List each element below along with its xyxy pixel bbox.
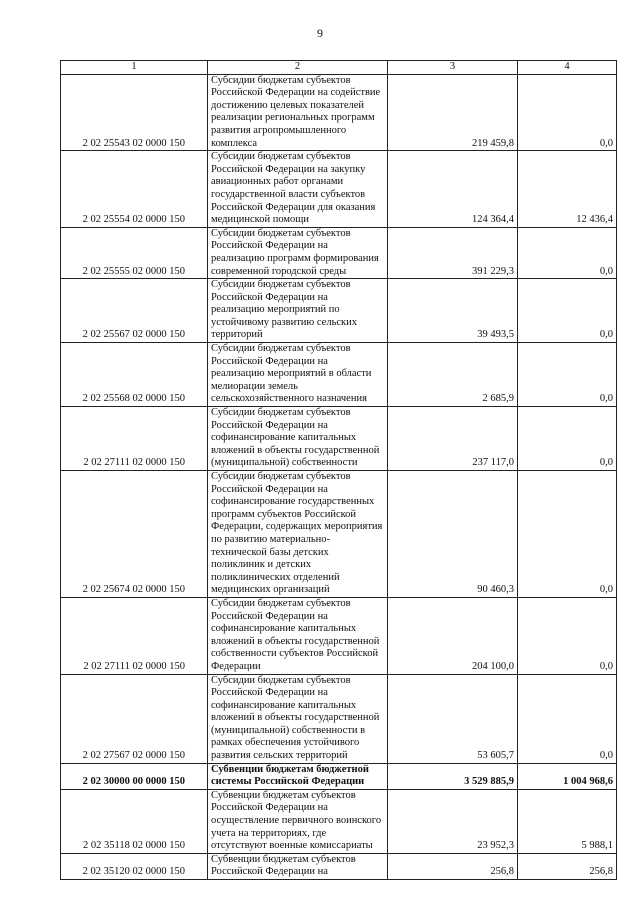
table-row [61,227,617,278]
row-name: Субвенции бюджетам бюджетной системы Российской Федерации [208,763,388,789]
row-value-col4: 0,0 [518,674,617,763]
row-value-col4: 12 436,4 [518,151,617,228]
row-code: 2 02 35120 02 0000 150 [61,853,208,879]
row-code: 2 02 30000 00 0000 150 [61,763,208,789]
row-value-col3: 237 117,0 [388,407,518,471]
row-value-col3: 391 229,3 [388,227,518,278]
table-row [61,343,617,407]
row-value-col3: 39 493,5 [388,279,518,343]
row-value-col4: 0,0 [518,407,617,471]
table-row [61,674,617,763]
table-row [61,471,617,598]
row-name: Субсидии бюджетам субъектов Российской Федерации на софинансирование капитальных вложений в объекты государственной (муниципальной) собственности [208,407,388,471]
row-value-col4: 0,0 [518,597,617,674]
table-row [61,853,617,879]
row-value-col3: 2 685,9 [388,343,518,407]
page-number: 9 [317,26,323,40]
budget-table [60,60,617,880]
row-value-col4: 0,0 [518,279,617,343]
row-value-col3: 256,8 [388,853,518,879]
row-name: Субсидии бюджетам субъектов Российской Федерации на софинансирование капитальных вложений в объекты государственной (муниципальной) собственности в рамках обеспечения устойчивого развития сельских территорий [208,674,388,763]
row-name: Субвенции бюджетам субъектов Российской Федерации на осуществление первичного воинского учета на территориях, где отсутствуют военные комиссариаты [208,789,388,853]
row-code: 2 02 27567 02 0000 150 [61,674,208,763]
table-row [61,789,617,853]
column-header-1: 1 [61,61,208,75]
row-value-col3: 124 364,4 [388,151,518,228]
row-code: 2 02 25543 02 0000 150 [61,74,208,151]
row-value-col3: 204 100,0 [388,597,518,674]
row-code: 2 02 25567 02 0000 150 [61,279,208,343]
row-value-col3: 53 605,7 [388,674,518,763]
row-name: Субсидии бюджетам субъектов Российской Федерации на реализацию программ формирования современной городской среды [208,227,388,278]
row-code: 2 02 25568 02 0000 150 [61,343,208,407]
row-value-col3: 219 459,8 [388,74,518,151]
row-value-col4: 0,0 [518,343,617,407]
row-value-col3: 23 952,3 [388,789,518,853]
row-value-col4: 5 988,1 [518,789,617,853]
row-value-col3: 90 460,3 [388,471,518,598]
row-name: Субсидии бюджетам субъектов Российской Федерации на софинансирование государственных программ субъектов Российской Федерации, содержащих мероприятия по развитию материально-технической базы детских поликлиник и детских поликлинических отделений медицинских организаций [208,471,388,598]
row-code: 2 02 25555 02 0000 150 [61,227,208,278]
table-row [61,151,617,228]
column-header-2: 2 [208,61,388,75]
row-code: 2 02 27111 02 0000 150 [61,407,208,471]
table-row [61,74,617,151]
row-code: 2 02 25554 02 0000 150 [61,151,208,228]
row-code: 2 02 35118 02 0000 150 [61,789,208,853]
column-header-3: 3 [388,61,518,75]
row-name: Субсидии бюджетам субъектов Российской Федерации на софинансирование капитальных вложений в объекты государственной собственности субъектов Российской Федерации [208,597,388,674]
row-name: Субсидии бюджетам субъектов Российской Федерации на закупку авиационных работ органами государственной власти субъектов Российской Федерации для оказания медицинской помощи [208,151,388,228]
table-row [61,279,617,343]
row-value-col4: 0,0 [518,74,617,151]
row-value-col4: 1 004 968,6 [518,763,617,789]
row-value-col4: 0,0 [518,471,617,598]
row-name: Субсидии бюджетам субъектов Российской Федерации на реализацию мероприятий по устойчивому развитию сельских территорий [208,279,388,343]
row-value-col3: 3 529 885,9 [388,763,518,789]
row-code: 2 02 27111 02 0000 150 [61,597,208,674]
table-row [61,407,617,471]
row-value-col4: 256,8 [518,853,617,879]
table-row [61,597,617,674]
table-header-row [61,61,617,75]
row-name: Субвенции бюджетам субъектов Российской Федерации на [208,853,388,879]
table-row [61,763,617,789]
row-name: Субсидии бюджетам субъектов Российской Федерации на реализацию мероприятий в области мелиорации земель сельскохозяйственного назначения [208,343,388,407]
row-value-col4: 0,0 [518,227,617,278]
row-name: Субсидии бюджетам субъектов Российской Федерации на содействие достижению целевых показателей реализации региональных программ развития агропромышленного комплекса [208,74,388,151]
column-header-4: 4 [518,61,617,75]
row-code: 2 02 25674 02 0000 150 [61,471,208,598]
